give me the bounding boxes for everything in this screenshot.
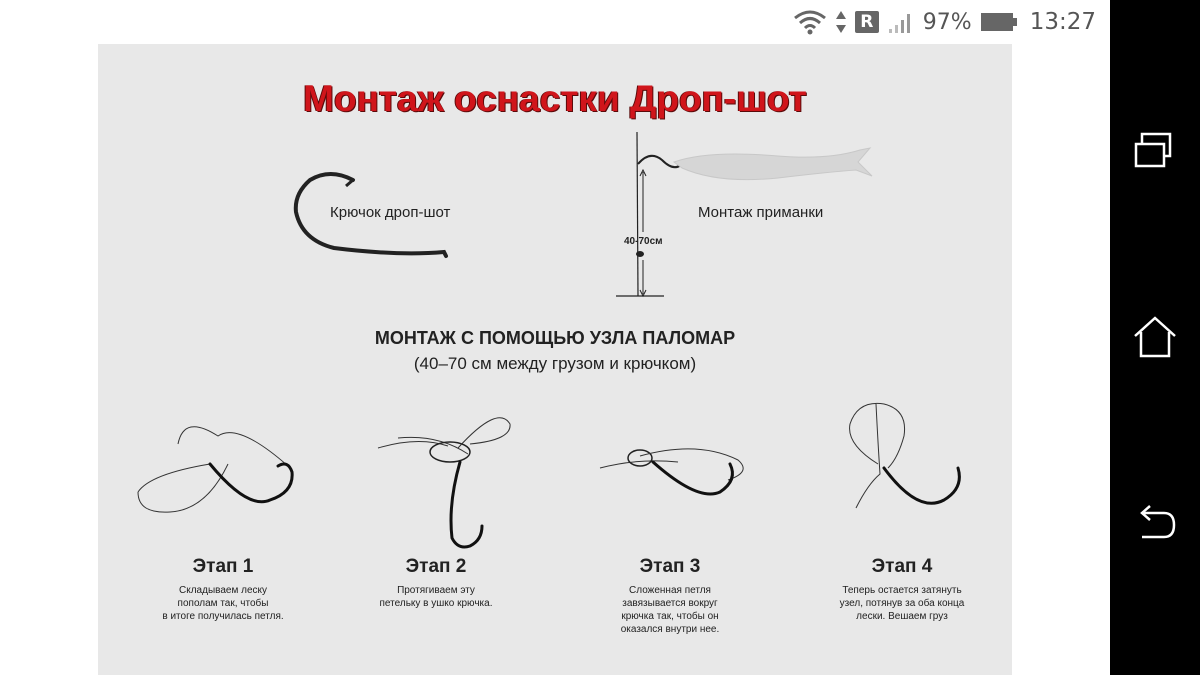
battery-percent: 97% xyxy=(922,9,972,35)
infographic-title: Монтаж оснастки Дроп-шот xyxy=(303,78,807,119)
step-2-desc: Протягиваем эту петельку в ушко крючка. xyxy=(379,585,493,609)
navigation-bar xyxy=(1110,0,1200,675)
home-button[interactable] xyxy=(1132,314,1178,360)
distance-label: 40-70см xyxy=(624,236,663,247)
step-4-drawing xyxy=(850,403,960,508)
home-icon xyxy=(1132,314,1178,360)
infographic-image[interactable] xyxy=(98,44,1012,675)
bait-label: Монтаж приманки xyxy=(698,204,824,221)
wifi-icon xyxy=(793,9,827,35)
roaming-badge: R xyxy=(855,11,879,33)
recent-apps-button[interactable] xyxy=(1132,128,1178,174)
back-button[interactable] xyxy=(1132,500,1178,546)
method-note: (40–70 см между грузом и крючком) xyxy=(413,354,697,373)
step-1-drawing xyxy=(138,427,292,512)
status-bar xyxy=(0,0,1110,44)
back-icon xyxy=(1132,503,1178,543)
signal-icon xyxy=(887,9,915,35)
step-4-title: Этап 4 xyxy=(871,556,933,577)
data-transfer-icon xyxy=(835,9,847,35)
recent-apps-icon xyxy=(1132,131,1178,171)
step-3-desc: Сложенная петля завязывается вокруг крючка так, чтобы он оказался внутри нее. xyxy=(620,585,720,635)
battery-icon xyxy=(980,11,1018,33)
step-2-title: Этап 2 xyxy=(405,556,467,577)
step-2-drawing xyxy=(378,418,510,547)
step-1-desc: Складываем леску пополам так, чтобы в итоге получилась петля. xyxy=(162,585,284,622)
step-3-title: Этап 3 xyxy=(639,556,701,577)
hook-label: Крючок дроп-шот xyxy=(330,204,451,221)
clock: 13:27 xyxy=(1029,9,1096,35)
step-1-title: Этап 1 xyxy=(192,556,254,577)
step-3-drawing xyxy=(600,449,743,494)
status-icons xyxy=(793,6,1096,38)
step-4-desc: Теперь остается затянуть узел, потянув за оба конца лески. Вешаем груз xyxy=(839,585,965,622)
method-heading: МОНТАЖ С ПОМОЩЬЮ УЗЛА ПАЛОМАР xyxy=(374,328,736,348)
